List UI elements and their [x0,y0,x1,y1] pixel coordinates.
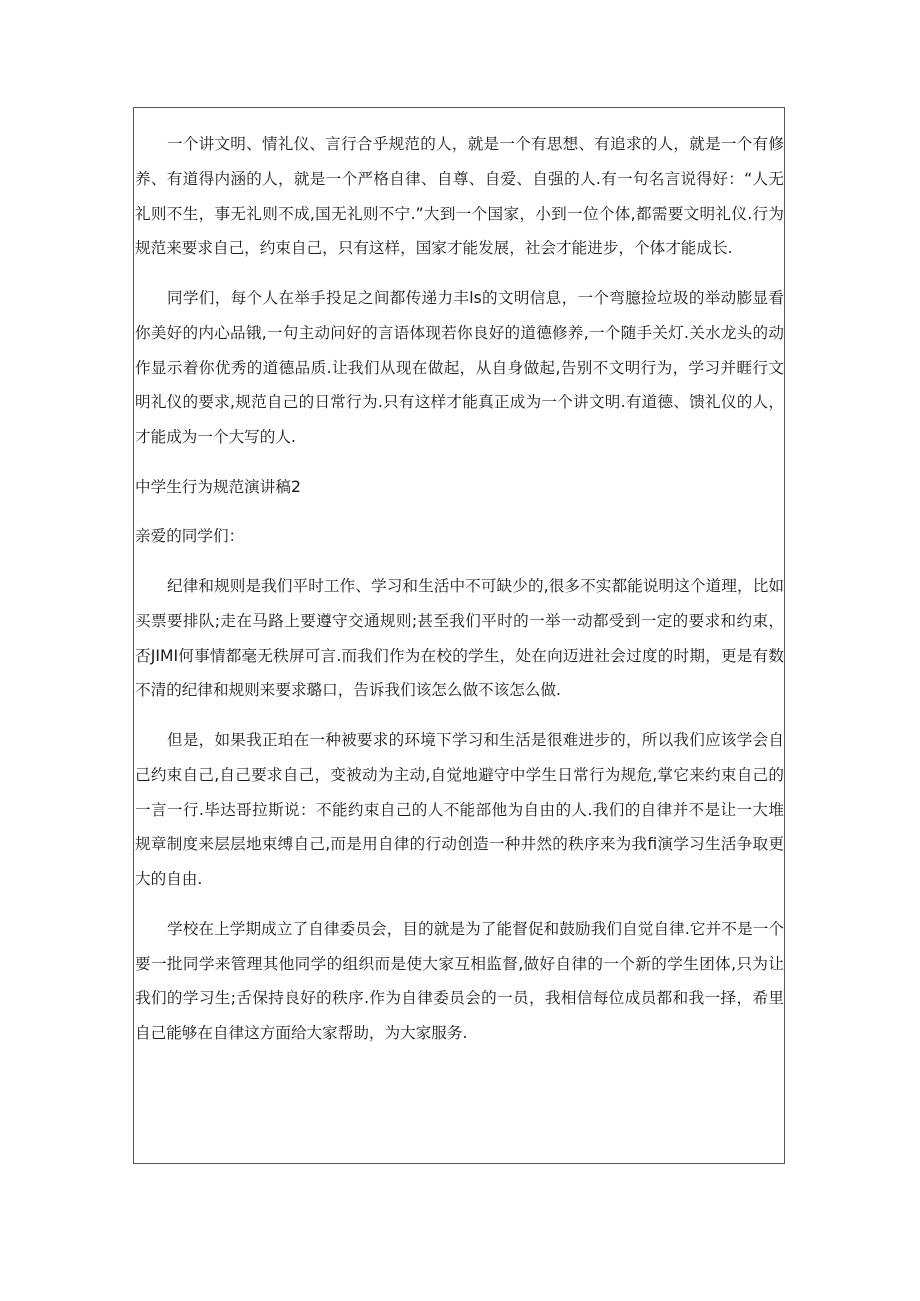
paragraph-self-restraint: 但是，如果我正珀在一种被要求的环境下学习和生活是很难进步的，所以我们应该学会自己约束自己,自己要求自己，变被动为主动,自觉地避守中学生日常行为规危,掌它来约束自己的一言一行.毕达哥拉斯说：不能约束自己的人不能部他为自由的人.我们的自律并不是让一大堆规章制度来层层地束缚自己,而是用自律的行动创造一种井然的秩序来为我fi演学习生活争取更大的自由. [135,730,784,889]
paragraph-gap [135,897,784,912]
paragraph-civility: 一个讲文明、情礼仪、言行合乎规范的人，就是一个有思想、有追求的人，就是一个有修养、有道得内涵的人，就是一个严格自律、自尊、自爱、自强的人.有一句名言说得好：“人无礼则不生，事无礼则不成,国无礼则不宁.”大到一个国家，小到一位个体,都需要文明礼仪.行为规范来要求自己，约束自己，只有这样，国家才能发展，社会才能进步，个体才能成长. [135,135,784,258]
speech-title: 中学生行为规范演讲稿2 [135,477,301,496]
paragraph-gap [135,505,784,520]
paragraph-gap [135,266,784,281]
paragraph-discipline: 纪律和规则是我们平时工作、学习和生活中不可缺少的,很多不实都能说明这个道理，比如买票要排队;走在马路上要遵守交通规则;甚至我们平时的一举一动都受到一定的要求和约束，否JIMI何事情都毫无秩屏可言.而我们作为在校的学生，处在向迈进社会过度的时期，更是有数不清的纪律和规则来要求璐口，告诉我们该怎么做不该怎么做. [135,576,784,700]
paragraph-committee: 学校在上学期成立了自律委员会，目的就是为了能督促和鼓励我们自觉自律.它并不是一个要一批同学来管理其他同学的组织而是使大家互相监督,做好自律的一个新的学生团体,只为让我们的学习生;舌保持良好的秩序.作为自律委员会的一员，我相信每位成员都和我一择，希里自己能够在自律这方面给大家帮助，为大家服务. [135,919,784,1043]
salutation: 亲爱的同学们： [135,527,245,546]
paragraph-gap [135,708,784,723]
paragraph-classmates: 同学们，每个人在举手投足之间都传递力丰ls的文明信息，一个弯臆捡垃圾的举动膨显看你美好的内心品锇,一句主动问好的言语体现若你良好的道德修养,一个随手关灯.关水龙头的动作显示着你优秀的道德品质.让我们从现在做起，从自身做起,告别不文明行为，学习并睚行文明礼仪的要求,规范自己的日常行为.只有这样才能真正成为一个讲文明.有道德、馈礼仪的人，才能成为一个大写的人. [135,288,784,447]
paragraph-gap [135,554,784,569]
page-frame [133,107,785,1164]
document-body [135,127,784,1051]
paragraph-gap [135,455,784,470]
